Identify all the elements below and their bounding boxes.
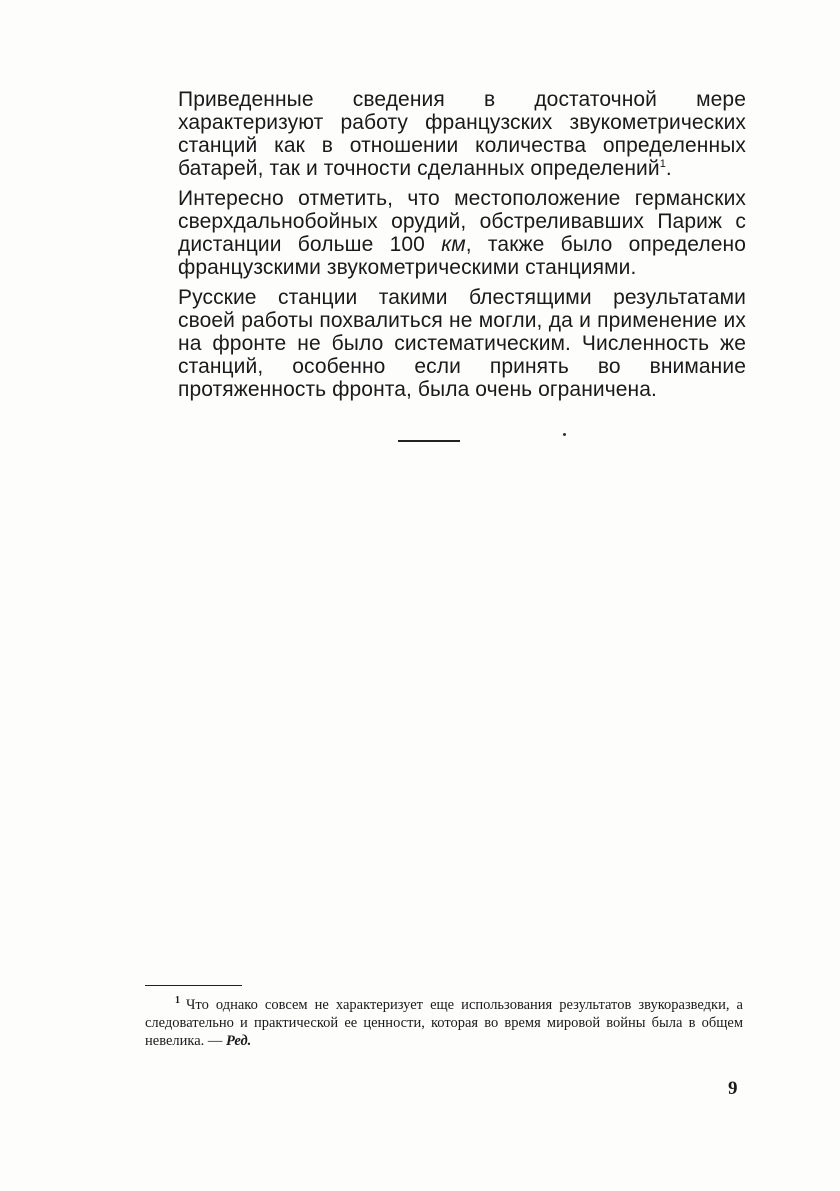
editor-mark: Ред.: [226, 1033, 252, 1049]
paragraph-3-text: Русские станции такими блестящими результатами своей работы похвалиться не могли, да и применение их на фронте не было систематическим. Численность же станций, особенно если принять во внимание протяженность фронта, была очень ограничена.: [178, 286, 746, 401]
print-speck: [563, 433, 566, 436]
footnote-rule: [145, 985, 242, 986]
footnote-reference[interactable]: 1: [659, 158, 666, 170]
main-text: [178, 88, 746, 408]
footnote: [145, 996, 743, 1050]
page-number: 9: [728, 1078, 738, 1099]
paragraph-1-text: Приведенные сведения в достаточной мере характеризуют работу французских звукометрических станций как в отношении количества определенных батарей, так и точности сделанных определений: [178, 88, 746, 180]
paragraph-2-end: , также было определено французскими звукометрическими станциями.: [178, 233, 746, 279]
paragraph-3: [178, 286, 746, 401]
footnote-number: 1: [175, 995, 180, 1007]
unit-km: км: [441, 233, 466, 256]
paragraph-1-end: .: [665, 157, 672, 180]
paragraph-2: [178, 187, 746, 279]
section-divider: [398, 440, 460, 442]
paragraph-1: [178, 88, 746, 180]
paragraph-2-text: Интересно отметить, что местоположение германских сверхдальнобойных орудий, обстреливавших Париж с дистанции больше 100: [178, 187, 746, 256]
footnote-text: Что однако совсем не характеризует еще использования результатов звукоразведки, а следовательно и практической ее ценности, которая во время мировой войны была в общем невелика. —: [145, 997, 743, 1049]
